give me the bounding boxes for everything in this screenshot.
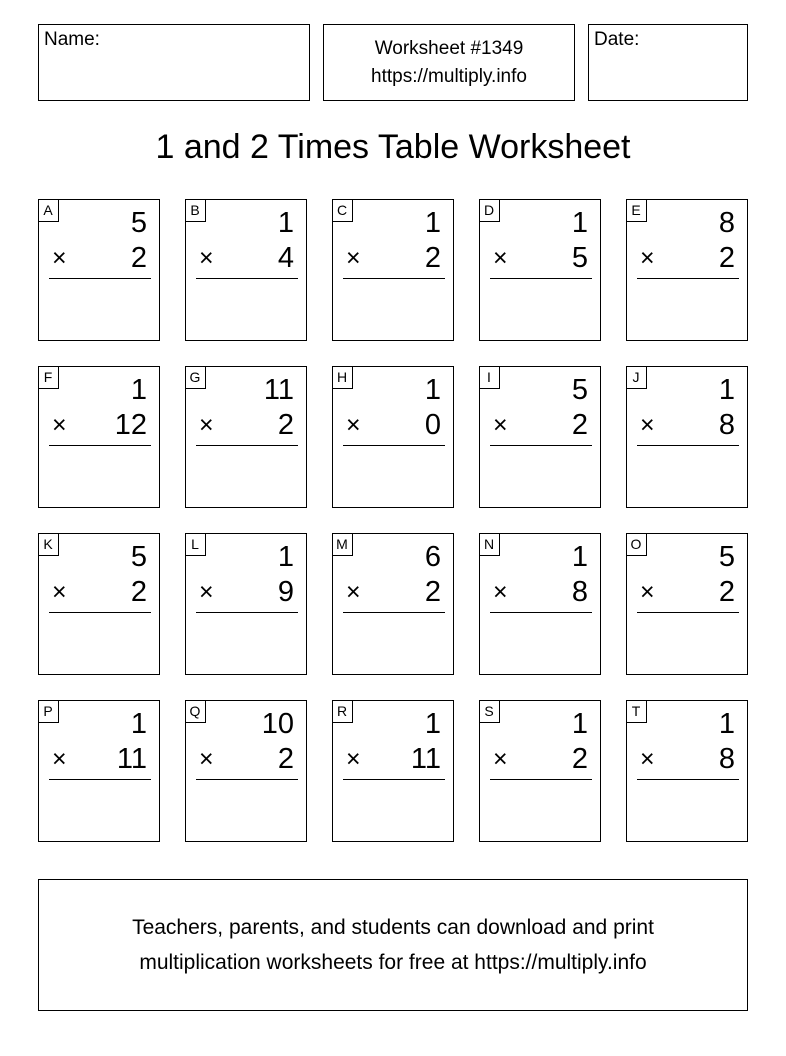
problem-top-number: 1: [277, 541, 294, 573]
problem-cell[interactable]: [38, 199, 160, 341]
problem-bottom-number: 2: [130, 242, 147, 274]
problem-letter: N: [479, 533, 500, 556]
problem-top-number: 11: [263, 374, 294, 406]
answer-line: [490, 445, 592, 446]
problem-bottom-number: 9: [277, 576, 294, 608]
date-label: Date:: [594, 29, 640, 50]
problem-top-number: 1: [718, 708, 735, 740]
problem-cell[interactable]: [38, 366, 160, 508]
problem-cell[interactable]: [626, 533, 748, 675]
problem-bottom-number: 12: [114, 409, 147, 441]
page-title: 1 and 2 Times Table Worksheet: [155, 128, 631, 166]
answer-line: [343, 612, 445, 613]
problem-cell[interactable]: [332, 366, 454, 508]
problem-top-number: 10: [261, 708, 294, 740]
answer-line: [637, 779, 739, 780]
answer-line: [637, 612, 739, 613]
footer-box: [38, 879, 748, 1011]
multiply-sign: ×: [52, 411, 67, 439]
problem-letter: S: [479, 700, 500, 723]
worksheet-info-box: [323, 24, 575, 101]
problem-bottom-number: 0: [424, 409, 441, 441]
answer-line: [196, 445, 298, 446]
multiply-sign: ×: [346, 411, 361, 439]
answer-line: [49, 278, 151, 279]
problem-top-number: 5: [718, 541, 735, 573]
problem-letter: J: [626, 366, 647, 389]
name-field-box[interactable]: [38, 24, 310, 101]
problem-letter: P: [38, 700, 59, 723]
multiply-sign: ×: [640, 411, 655, 439]
problem-bottom-number: 8: [718, 743, 735, 775]
footer-line-1: Teachers, parents, and students can download and print: [132, 916, 654, 939]
problem-letter: C: [332, 199, 353, 222]
problem-cell[interactable]: [479, 533, 601, 675]
problem-bottom-number: 2: [130, 576, 147, 608]
problem-letter: T: [626, 700, 647, 723]
answer-line: [49, 779, 151, 780]
problem-cell[interactable]: [626, 199, 748, 341]
problem-top-number: 1: [571, 207, 588, 239]
answer-line: [196, 779, 298, 780]
multiply-sign: ×: [199, 411, 214, 439]
problem-cell[interactable]: [479, 700, 601, 842]
answer-line: [343, 278, 445, 279]
problem-bottom-number: 11: [410, 743, 441, 775]
problem-cell[interactable]: [185, 366, 307, 508]
problem-top-number: 5: [571, 374, 588, 406]
multiply-sign: ×: [346, 578, 361, 606]
problem-cell[interactable]: [332, 533, 454, 675]
problem-bottom-number: 2: [277, 743, 294, 775]
date-field-box[interactable]: [588, 24, 748, 101]
answer-line: [490, 278, 592, 279]
answer-line: [343, 445, 445, 446]
multiply-sign: ×: [199, 745, 214, 773]
answer-line: [637, 278, 739, 279]
problem-top-number: 1: [424, 708, 441, 740]
multiply-sign: ×: [346, 745, 361, 773]
problem-letter: R: [332, 700, 353, 723]
problem-letter: O: [626, 533, 647, 556]
answer-line: [196, 278, 298, 279]
problem-top-number: 1: [130, 374, 147, 406]
problem-letter: F: [38, 366, 59, 389]
problem-bottom-number: 2: [718, 576, 735, 608]
worksheet-url: https://multiply.info: [371, 66, 527, 87]
footer-line-2: multiplication worksheets for free at https://multiply.info: [139, 951, 647, 974]
problem-top-number: 1: [424, 207, 441, 239]
problem-bottom-number: 8: [571, 576, 588, 608]
problem-cell[interactable]: [38, 533, 160, 675]
problem-bottom-number: 11: [116, 743, 147, 775]
problem-top-number: 1: [130, 708, 147, 740]
problem-top-number: 5: [130, 541, 147, 573]
problem-top-number: 6: [424, 541, 441, 573]
problem-letter: M: [332, 533, 353, 556]
problem-letter: B: [185, 199, 206, 222]
problem-top-number: 1: [424, 374, 441, 406]
answer-line: [49, 612, 151, 613]
problem-cell[interactable]: [185, 199, 307, 341]
problem-top-number: 8: [718, 207, 735, 239]
multiply-sign: ×: [640, 244, 655, 272]
problem-bottom-number: 2: [571, 743, 588, 775]
problem-letter: G: [185, 366, 206, 389]
problem-bottom-number: 2: [424, 242, 441, 274]
problem-bottom-number: 2: [277, 409, 294, 441]
problem-bottom-number: 8: [718, 409, 735, 441]
problem-cell[interactable]: [626, 366, 748, 508]
answer-line: [637, 445, 739, 446]
problem-top-number: 1: [718, 374, 735, 406]
problem-top-number: 5: [130, 207, 147, 239]
problem-bottom-number: 4: [277, 242, 294, 274]
multiply-sign: ×: [199, 578, 214, 606]
problem-letter: L: [185, 533, 206, 556]
problem-cell[interactable]: [479, 199, 601, 341]
problem-cell[interactable]: [332, 199, 454, 341]
multiply-sign: ×: [493, 578, 508, 606]
multiply-sign: ×: [493, 411, 508, 439]
problem-cell[interactable]: [332, 700, 454, 842]
multiply-sign: ×: [52, 244, 67, 272]
problem-cell[interactable]: [626, 700, 748, 842]
multiply-sign: ×: [346, 244, 361, 272]
name-label: Name:: [44, 29, 100, 50]
problem-letter: H: [332, 366, 353, 389]
multiply-sign: ×: [52, 578, 67, 606]
multiply-sign: ×: [640, 745, 655, 773]
problem-letter: A: [38, 199, 59, 222]
problem-cell[interactable]: [185, 700, 307, 842]
answer-line: [49, 445, 151, 446]
multiply-sign: ×: [199, 244, 214, 272]
multiply-sign: ×: [640, 578, 655, 606]
problem-top-number: 1: [571, 541, 588, 573]
answer-line: [343, 779, 445, 780]
problem-bottom-number: 2: [718, 242, 735, 274]
answer-line: [490, 779, 592, 780]
answer-line: [196, 612, 298, 613]
problem-top-number: 1: [571, 708, 588, 740]
worksheet-number: Worksheet #1349: [374, 38, 524, 59]
multiply-sign: ×: [52, 745, 67, 773]
problem-bottom-number: 2: [424, 576, 441, 608]
problem-cell[interactable]: [479, 366, 601, 508]
problem-cell[interactable]: [185, 533, 307, 675]
problem-letter: I: [479, 366, 500, 389]
problem-cell[interactable]: [38, 700, 160, 842]
problem-letter: D: [479, 199, 500, 222]
problem-letter: E: [626, 199, 647, 222]
problem-letter: Q: [185, 700, 206, 723]
problem-bottom-number: 5: [571, 242, 588, 274]
multiply-sign: ×: [493, 244, 508, 272]
problem-top-number: 1: [277, 207, 294, 239]
problem-letter: K: [38, 533, 59, 556]
multiply-sign: ×: [493, 745, 508, 773]
problem-bottom-number: 2: [571, 409, 588, 441]
answer-line: [490, 612, 592, 613]
